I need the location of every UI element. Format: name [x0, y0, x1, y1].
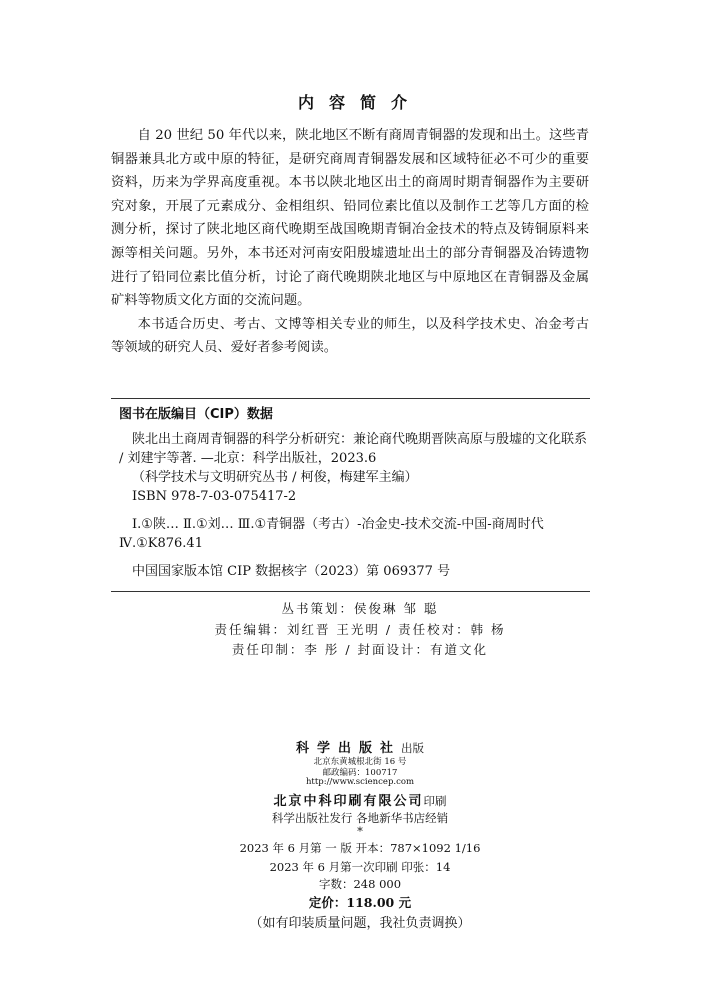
- publisher-suffix: 出版: [401, 741, 424, 755]
- divider-top: [111, 398, 590, 399]
- summary-paragraph: 自 20 世纪 50 年代以来，陕北地区不断有商周青铜器的发现和出土。这些青铜器兼具北方或中原的特征，是研究商周青铜器发展和区域特征必不可少的重要资料，历来为学界高度重视。本书以陕北地区出土的商周时期青铜器作为主要研究对象，开展了元素成分、金相组织、铅同位素比值以及制作工艺等几方面的检测分析，探讨了陕北地区商代晚期至战国晚期青铜冶金技术的特点及铸铜原料来源等相关问题。另外，本书还对河南安阳殷墟遗址出土的部分青铜器及冶铸遗物进行了铅同位素比值分析，讨论了商代晚期陕北地区与中原地区在青铜器及金属矿料等物质文化方面的交流问题。: [111, 128, 589, 309]
- distribution-line: 科学出版社发行 各地新华书店经销: [271, 811, 449, 825]
- credit-line: 责任印制：李 彤 / 封面设计：有道文化: [231, 642, 489, 657]
- book-summary: [111, 124, 589, 360]
- printer-name: 北京中科印刷有限公司: [273, 794, 424, 809]
- cip-isbn: ISBN 978-7-03-075417-2: [132, 489, 297, 504]
- cip-record: [119, 430, 589, 581]
- printer-suffix: 印刷: [423, 794, 447, 808]
- credit-line: 责任编辑：刘红晋 王光明 / 责任校对：韩 杨: [214, 622, 506, 637]
- credit-line: 丛书策划：侯俊琳 邹 聪: [281, 601, 439, 616]
- publisher-website: http://www.sciencep.com: [305, 777, 415, 787]
- cip-classification: Ⅰ.①陕… Ⅱ.①刘… Ⅲ.①青铜器（考古）-冶金史-技术交流-中国-商周时代 Ⅳ.①K876.41: [119, 517, 544, 551]
- publisher-name: 科学出版社: [295, 741, 401, 756]
- price: 定价：118.00 元: [308, 895, 412, 910]
- page-title: 内容简介: [297, 93, 422, 112]
- quality-note: （如有印装质量问题，我社负责调换）: [249, 916, 471, 931]
- cip-library-note: 中国国家版本馆 CIP 数据核字（2023）第 069377 号: [132, 564, 451, 579]
- cip-bibliographic-record: 陕北出土商周青铜器的科学分析研究：兼论商代晚期晋陕高原与殷墟的文化联系 / 刘建宇等著. —北京：科学出版社，2023.6: [119, 432, 588, 466]
- separator-star: *: [357, 824, 363, 838]
- edition-line: 2023 年 6 月第 一 版 开本：787×1092 1/16: [239, 841, 481, 855]
- printing-line: 2023 年 6 月第一次印刷 印张：14: [269, 860, 451, 874]
- publisher-address: 北京东黄城根北街 16 号: [313, 757, 407, 767]
- publisher-line: [0, 737, 720, 756]
- summary-paragraph: 本书适合历史、考古、文博等相关专业的师生，以及科学技术史、冶金考古等领域的研究人员、爱好者参考阅读。: [111, 316, 589, 356]
- printer-line: [0, 790, 720, 809]
- divider-bottom: [111, 591, 590, 592]
- cip-series: （科学技术与文明研究丛书 / 柯俊，梅建军主编）: [132, 470, 418, 485]
- word-count: 字数：248 000: [318, 877, 402, 891]
- publisher-postcode: 邮政编码：100717: [322, 768, 398, 778]
- cip-heading: 图书在版编目（CIP）数据: [119, 407, 273, 422]
